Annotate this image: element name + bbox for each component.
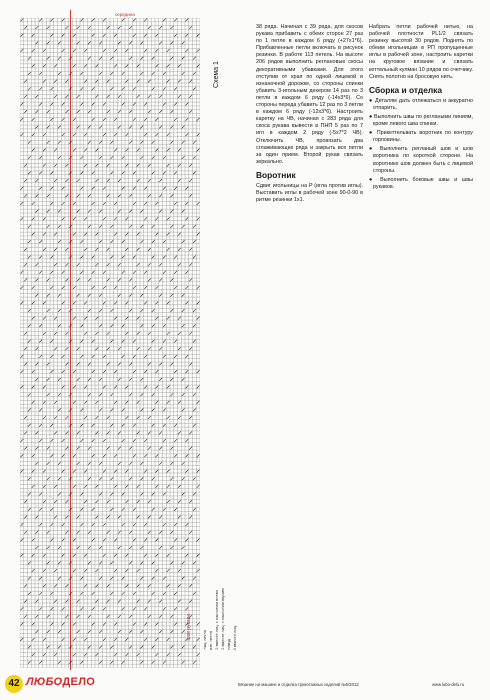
text-column-1 xyxy=(256,24,363,206)
bullet-item: ● Выполнить швы по реглаными линиям, кроме левого шва спинки. xyxy=(369,113,473,128)
legend-item: 2 вместе лиц. с наклоном влево xyxy=(214,590,219,650)
section-heading: Воротник xyxy=(256,169,296,180)
brand-logo: ЛЮБОДЕЛО xyxy=(26,676,96,688)
paragraph: Сдвиг игольницы на P (игла против иглы). Выставить иглы в рабочей зоне 90-0-90 в ритме резинки 1х1. xyxy=(256,182,363,204)
footer-publication: Вязание на машине и отделка трикотажных изделий №5/2013 xyxy=(238,682,359,687)
legend-item: 2 вместе лиц. с наклоном вправо xyxy=(220,588,225,650)
bullet-item: ● Выполнить регланый шов и шов воротника по короткой стороне. На воротнике шов должен быть с лицевой стороны. xyxy=(369,146,473,174)
knitting-chart xyxy=(20,18,200,668)
bullet-item: ● Деталям дать отлежаться и аккуратно отпарить. xyxy=(369,97,473,111)
section-heading: Сборка и отделка xyxy=(369,84,443,95)
chart-center-label: середина xyxy=(115,12,135,17)
bullet-item: ● Выполнить боковые швы и швы рукавов. xyxy=(369,176,473,190)
grid-lines xyxy=(20,18,200,668)
legend-item: лиц. петля xyxy=(202,630,207,650)
legend-item: изн. петля xyxy=(208,630,213,650)
text-column-2 xyxy=(369,24,473,193)
chart-seam-label: шов рукава xyxy=(186,614,192,641)
paragraph: Набрать петли рабочей нитью, на рабочей плотности PL1/2 связать резинку высотой 30 рядов. Поднять по обеим игольницам в РП пропущенные иглы в рабочей зоне, настроить каретки на круговое вязание и связать кеттельный кулман 10 рядов по счетчику. Снять полотно на бросовую нить. xyxy=(369,24,473,80)
paragraph: 38 ряда. Начиная с 39 ряда, для скосов рукава прибавить с обеих сторон 27 раз по 1 петле в каждом 6 ряду (+27х1*6). Прибавленные петли включать в рисунок резинки. В работе 113 петель. На высоте 206 рядов выполнить реглановые скосы декоративными убавками. Для этого отступив от края по одной лицевой и изнаночной дорожке, со стороны спинки убавить 3-игольным декером 14 раз по 3 петли в каждом 6 ряду (-14х3*6). Со стороны переда убавить 12 раз по 3 петли в каждом 6 ряду (-12х3*6). Настроить каретку на ЧВ, начиная с 283 ряда для скоса рукава вывести в ПНП 5 раз по 7 игл в каждом 2 ряду (-5х7*2 ЧВ). Отключить ЧВ, провязать два сглаживающих ряда и закрыть все петли за один прием. Второй рукав связать зеркально. xyxy=(256,24,363,165)
chart-legend xyxy=(200,500,240,650)
legend-item: 3 вместе лиц. xyxy=(232,624,237,650)
legend-item: накид xyxy=(226,639,231,650)
chart-title: Схема 1 xyxy=(213,61,220,89)
bullet-item: ● Прикеттельвать воротник по контуру горловины. xyxy=(369,130,473,144)
page-footer xyxy=(0,672,490,696)
chart-grid xyxy=(20,18,200,668)
page-number: 42 xyxy=(5,675,23,693)
footer-url: www.lubo-delo.ru xyxy=(432,682,465,687)
